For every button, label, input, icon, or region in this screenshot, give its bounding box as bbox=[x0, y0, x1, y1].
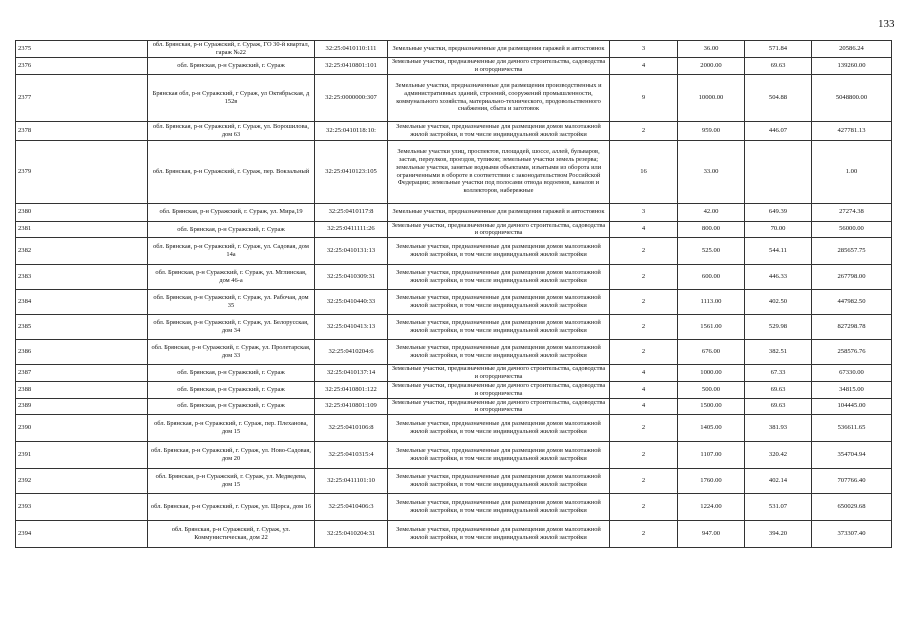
row-number: 2392 bbox=[16, 469, 148, 494]
cadastral-number-cell: 32:25:0410801:101 bbox=[315, 57, 388, 74]
land-registry-table bbox=[15, 40, 892, 548]
land-use-cell: Земельные участки, предназначенные для размещения домов малоэтажной жилой застройки, в том числе индивидуальной жилой застройки bbox=[388, 290, 610, 315]
row-number: 2375 bbox=[16, 41, 148, 58]
cadastral-number-cell: 32:25:0000000:307 bbox=[315, 74, 388, 121]
group-cell: 9 bbox=[610, 74, 678, 121]
table-row bbox=[16, 494, 892, 521]
address-cell: обл. Брянская, р-н Суражский, г. Сураж, ул. Коммунистическая, дом 22 bbox=[148, 521, 315, 548]
total-value-cell: 650029.68 bbox=[812, 494, 892, 521]
group-cell: 4 bbox=[610, 398, 678, 415]
address-cell: обл. Брянская, р-н Суражский, г. Сураж, пер. Вокзальный bbox=[148, 140, 315, 203]
cadastral-number-cell: 32:25:0410204:6 bbox=[315, 340, 388, 365]
total-value-cell: 34815.00 bbox=[812, 381, 892, 398]
specific-value-cell: 69.63 bbox=[745, 57, 812, 74]
land-use-cell: Земельные участки, предназначенные для размещения домов малоэтажной жилой застройки, в том числе индивидуальной жилой застройки bbox=[388, 521, 610, 548]
area-cell: 676.00 bbox=[678, 340, 745, 365]
land-use-cell: Земельные участки, предназначенные для размещения домов малоэтажной жилой застройки, в том числе индивидуальной жилой застройки bbox=[388, 442, 610, 469]
group-cell: 2 bbox=[610, 238, 678, 265]
group-cell: 2 bbox=[610, 469, 678, 494]
table-row bbox=[16, 290, 892, 315]
land-use-cell: Земельные участки, предназначенные для размещения домов малоэтажной жилой застройки, в том числе индивидуальной жилой застройки bbox=[388, 415, 610, 442]
table-row bbox=[16, 521, 892, 548]
registry-body bbox=[16, 41, 892, 548]
land-use-cell: Земельные участки улиц, проспектов, площадей, шоссе, аллей, бульваров, застав, переулков, проездов, тупиков; земельные участки земель резерва; земельные участки, занятые водными объектами, изъятыми из оборота или ограниченными в обороте в соответствии с законодательством Российской Федерации; земельные участки под полосами отвода водоемов, каналов и коллекторов, набережные bbox=[388, 140, 610, 203]
specific-value-cell: 571.84 bbox=[745, 41, 812, 58]
page-number: 133 bbox=[878, 18, 895, 30]
specific-value-cell: 69.63 bbox=[745, 381, 812, 398]
address-cell: обл. Брянская, р-н Суражский, г. Сураж, ул. Белорусская, дом 34 bbox=[148, 315, 315, 340]
cadastral-number-cell: 32:25:0410123:105 bbox=[315, 140, 388, 203]
area-cell: 800.00 bbox=[678, 221, 745, 238]
row-number: 2381 bbox=[16, 221, 148, 238]
table-row bbox=[16, 365, 892, 382]
row-number: 2393 bbox=[16, 494, 148, 521]
specific-value-cell: 402.14 bbox=[745, 469, 812, 494]
cadastral-number-cell: 32:25:0411101:10 bbox=[315, 469, 388, 494]
address-cell: обл. Брянская, р-н Суражский, г. Сураж, ул. Ворошилова, дом 63 bbox=[148, 121, 315, 140]
cadastral-number-cell: 32:25:0410440:33 bbox=[315, 290, 388, 315]
table-row bbox=[16, 398, 892, 415]
address-cell: обл. Брянская, р-н Суражский, г. Сураж bbox=[148, 365, 315, 382]
address-cell: Брянская обл, р-н Суражский, г Сураж, ул Октябрьская, д 152в bbox=[148, 74, 315, 121]
area-cell: 36.00 bbox=[678, 41, 745, 58]
cadastral-number-cell: 32:25:0410110:111 bbox=[315, 41, 388, 58]
row-number: 2394 bbox=[16, 521, 148, 548]
specific-value-cell: 69.63 bbox=[745, 398, 812, 415]
address-cell: обл. Брянская, р-н Суражский, г. Сураж, ул. Мглинская, дом 46-а bbox=[148, 265, 315, 290]
row-number: 2390 bbox=[16, 415, 148, 442]
group-cell: 3 bbox=[610, 41, 678, 58]
land-use-cell: Земельные участки, предназначенные для размещения домов малоэтажной жилой застройки, в том числе индивидуальной жилой застройки bbox=[388, 340, 610, 365]
total-value-cell: 258576.76 bbox=[812, 340, 892, 365]
row-number: 2379 bbox=[16, 140, 148, 203]
row-number: 2389 bbox=[16, 398, 148, 415]
address-cell: обл. Брянская, р-н Суражский, г. Сураж, ул. Медведева, дом 15 bbox=[148, 469, 315, 494]
total-value-cell: 285657.75 bbox=[812, 238, 892, 265]
group-cell: 4 bbox=[610, 221, 678, 238]
group-cell: 4 bbox=[610, 57, 678, 74]
row-number: 2382 bbox=[16, 238, 148, 265]
cadastral-number-cell: 32:25:0410137:14 bbox=[315, 365, 388, 382]
table-row bbox=[16, 203, 892, 221]
area-cell: 2000.00 bbox=[678, 57, 745, 74]
group-cell: 2 bbox=[610, 442, 678, 469]
table-row bbox=[16, 238, 892, 265]
area-cell: 1113.00 bbox=[678, 290, 745, 315]
land-use-cell: Земельные участки, предназначенные для размещения домов малоэтажной жилой застройки, в том числе индивидуальной жилой застройки bbox=[388, 121, 610, 140]
address-cell: обл. Брянская, р-н Суражский, г. Сураж bbox=[148, 381, 315, 398]
group-cell: 4 bbox=[610, 381, 678, 398]
table-row bbox=[16, 315, 892, 340]
land-use-cell: Земельные участки, предназначенные для дачного строительства, садоводства и огородничества bbox=[388, 398, 610, 415]
specific-value-cell: 382.51 bbox=[745, 340, 812, 365]
group-cell: 3 bbox=[610, 203, 678, 221]
specific-value-cell bbox=[745, 140, 812, 203]
total-value-cell: 67330.00 bbox=[812, 365, 892, 382]
land-use-cell: Земельные участки, предназначенные для размещения домов малоэтажной жилой застройки, в том числе индивидуальной жилой застройки bbox=[388, 238, 610, 265]
table-row bbox=[16, 41, 892, 58]
total-value-cell: 267798.00 bbox=[812, 265, 892, 290]
row-number: 2385 bbox=[16, 315, 148, 340]
land-use-cell: Земельные участки, предназначенные для размещения домов малоэтажной жилой застройки, в том числе индивидуальной жилой застройки bbox=[388, 469, 610, 494]
specific-value-cell: 320.42 bbox=[745, 442, 812, 469]
total-value-cell: 354704.94 bbox=[812, 442, 892, 469]
area-cell: 1107.00 bbox=[678, 442, 745, 469]
address-cell: обл. Брянская, р-н Суражский, г. Сураж, ул. Мира,19 bbox=[148, 203, 315, 221]
land-use-cell: Земельные участки, предназначенные для размещения домов малоэтажной жилой застройки, в том числе индивидуальной жилой застройки bbox=[388, 315, 610, 340]
total-value-cell: 536611.65 bbox=[812, 415, 892, 442]
cadastral-number-cell: 32:25:0410117:8 bbox=[315, 203, 388, 221]
land-use-cell: Земельные участки, предназначенные для размещения домов малоэтажной жилой застройки, в том числе индивидуальной жилой застройки bbox=[388, 265, 610, 290]
group-cell: 2 bbox=[610, 315, 678, 340]
cadastral-number-cell: 32:25:0410406:3 bbox=[315, 494, 388, 521]
area-cell: 1000.00 bbox=[678, 365, 745, 382]
address-cell: обл. Брянская, р-н Суражский, г. Сураж, ул. Садовая, дом 14а bbox=[148, 238, 315, 265]
table-row bbox=[16, 415, 892, 442]
total-value-cell: 139260.00 bbox=[812, 57, 892, 74]
row-number: 2377 bbox=[16, 74, 148, 121]
total-value-cell: 104445.00 bbox=[812, 398, 892, 415]
group-cell: 2 bbox=[610, 121, 678, 140]
address-cell: обл. Брянская, р-н Суражский, г. Сураж, ул. Щорса, дом 16 bbox=[148, 494, 315, 521]
group-cell: 2 bbox=[610, 494, 678, 521]
total-value-cell: 827298.78 bbox=[812, 315, 892, 340]
area-cell: 42.00 bbox=[678, 203, 745, 221]
table-row bbox=[16, 381, 892, 398]
cadastral-number-cell: 32:25:0410106:8 bbox=[315, 415, 388, 442]
address-cell: обл. Брянская, р-н Суражский, г. Сураж bbox=[148, 221, 315, 238]
area-cell: 1224.00 bbox=[678, 494, 745, 521]
land-use-cell: Земельные участки, предназначенные для дачного строительства, садоводства и огородничества bbox=[388, 381, 610, 398]
land-use-cell: Земельные участки, предназначенные для размещения домов малоэтажной жилой застройки, в том числе индивидуальной жилой застройки bbox=[388, 494, 610, 521]
group-cell: 16 bbox=[610, 140, 678, 203]
specific-value-cell: 544.11 bbox=[745, 238, 812, 265]
specific-value-cell: 446.07 bbox=[745, 121, 812, 140]
group-cell: 2 bbox=[610, 290, 678, 315]
row-number: 2376 bbox=[16, 57, 148, 74]
area-cell: 947.00 bbox=[678, 521, 745, 548]
specific-value-cell: 531.07 bbox=[745, 494, 812, 521]
total-value-cell: 427781.13 bbox=[812, 121, 892, 140]
cadastral-number-cell: 32:25:0410413:13 bbox=[315, 315, 388, 340]
table-row bbox=[16, 340, 892, 365]
address-cell: обл. Брянская, р-н Суражский, г. Сураж bbox=[148, 57, 315, 74]
specific-value-cell: 649.39 bbox=[745, 203, 812, 221]
area-cell: 500.00 bbox=[678, 381, 745, 398]
area-cell: 1760.00 bbox=[678, 469, 745, 494]
cadastral-number-cell: 32:25:0411111:26 bbox=[315, 221, 388, 238]
area-cell: 959.00 bbox=[678, 121, 745, 140]
specific-value-cell: 446.33 bbox=[745, 265, 812, 290]
address-cell: обл. Брянская, р-н Суражский, г. Сураж, ул. Пролетарская, дом 33 bbox=[148, 340, 315, 365]
table-row bbox=[16, 74, 892, 121]
specific-value-cell: 394.20 bbox=[745, 521, 812, 548]
row-number: 2378 bbox=[16, 121, 148, 140]
land-use-cell: Земельные участки, предназначенные для размещения производственных и административных зданий, строений, сооружений промышленности, коммунального хозяйства, материально-технического, продовольственного снабжения, сбыта и заготовок bbox=[388, 74, 610, 121]
land-use-cell: Земельные участки, предназначенные для размещения гаражей и автостоянок bbox=[388, 203, 610, 221]
table-row bbox=[16, 442, 892, 469]
table-row bbox=[16, 265, 892, 290]
group-cell: 4 bbox=[610, 365, 678, 382]
specific-value-cell: 70.00 bbox=[745, 221, 812, 238]
area-cell: 525.00 bbox=[678, 238, 745, 265]
area-cell: 1500.00 bbox=[678, 398, 745, 415]
specific-value-cell: 381.93 bbox=[745, 415, 812, 442]
land-use-cell: Земельные участки, предназначенные для размещения гаражей и автостоянок bbox=[388, 41, 610, 58]
area-cell: 33.00 bbox=[678, 140, 745, 203]
land-use-cell: Земельные участки, предназначенные для дачного строительства, садоводства и огородничества bbox=[388, 57, 610, 74]
total-value-cell: 707766.40 bbox=[812, 469, 892, 494]
area-cell: 1405.00 bbox=[678, 415, 745, 442]
address-cell: обл. Брянская, р-н Суражский, г. Сураж, ГО 30-й квартал, гараж №22 bbox=[148, 41, 315, 58]
land-use-cell: Земельные участки, предназначенные для дачного строительства, садоводства и огородничества bbox=[388, 365, 610, 382]
cadastral-number-cell: 32:25:0410309:31 bbox=[315, 265, 388, 290]
table-row bbox=[16, 140, 892, 203]
row-number: 2388 bbox=[16, 381, 148, 398]
cadastral-number-cell: 32:25:0410131:13 bbox=[315, 238, 388, 265]
table-row bbox=[16, 121, 892, 140]
total-value-cell: 5048800.00 bbox=[812, 74, 892, 121]
total-value-cell: 27274.38 bbox=[812, 203, 892, 221]
total-value-cell: 1.00 bbox=[812, 140, 892, 203]
table-row bbox=[16, 221, 892, 238]
row-number: 2384 bbox=[16, 290, 148, 315]
group-cell: 2 bbox=[610, 265, 678, 290]
group-cell: 2 bbox=[610, 340, 678, 365]
area-cell: 600.00 bbox=[678, 265, 745, 290]
cadastral-number-cell: 32:25:0410801:109 bbox=[315, 398, 388, 415]
group-cell: 2 bbox=[610, 415, 678, 442]
total-value-cell: 56000.00 bbox=[812, 221, 892, 238]
specific-value-cell: 67.33 bbox=[745, 365, 812, 382]
specific-value-cell: 504.88 bbox=[745, 74, 812, 121]
cadastral-number-cell: 32:25:0410204:31 bbox=[315, 521, 388, 548]
total-value-cell: 447982.50 bbox=[812, 290, 892, 315]
row-number: 2386 bbox=[16, 340, 148, 365]
specific-value-cell: 529.98 bbox=[745, 315, 812, 340]
address-cell: обл. Брянская, р-н Суражский, г. Сураж bbox=[148, 398, 315, 415]
area-cell: 10000.00 bbox=[678, 74, 745, 121]
land-use-cell: Земельные участки, предназначенные для дачного строительства, садоводства и огородничества bbox=[388, 221, 610, 238]
address-cell: обл. Брянская, р-н Суражский, г. Сураж, ул. Рабочая, дом 35 bbox=[148, 290, 315, 315]
group-cell: 2 bbox=[610, 521, 678, 548]
cadastral-number-cell: 32:25:0410315:4 bbox=[315, 442, 388, 469]
table-row bbox=[16, 57, 892, 74]
cadastral-number-cell: 32:25:0410118:10: bbox=[315, 121, 388, 140]
area-cell: 1561.00 bbox=[678, 315, 745, 340]
cadastral-number-cell: 32:25:0410801:122 bbox=[315, 381, 388, 398]
table-row bbox=[16, 469, 892, 494]
total-value-cell: 373307.40 bbox=[812, 521, 892, 548]
specific-value-cell: 402.50 bbox=[745, 290, 812, 315]
total-value-cell: 20586.24 bbox=[812, 41, 892, 58]
row-number: 2391 bbox=[16, 442, 148, 469]
row-number: 2383 bbox=[16, 265, 148, 290]
address-cell: обл. Брянская, р-н Суражский, г. Сураж, пер. Плеханова, дом 15 bbox=[148, 415, 315, 442]
row-number: 2380 bbox=[16, 203, 148, 221]
row-number: 2387 bbox=[16, 365, 148, 382]
address-cell: обл. Брянская, р-н Суражский, г. Сураж, ул. Ново-Садовая, дом 20 bbox=[148, 442, 315, 469]
